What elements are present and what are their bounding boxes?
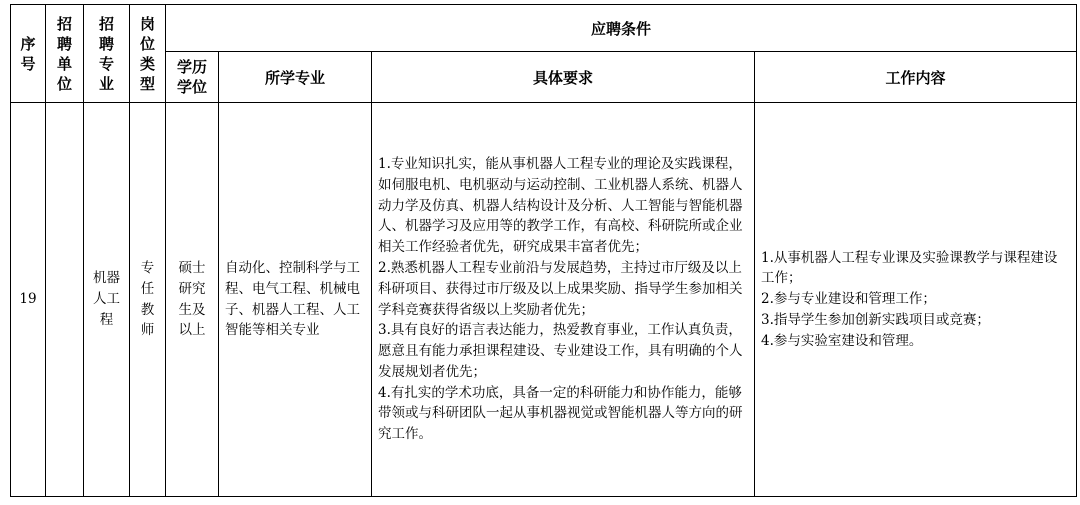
cell-unit — [46, 103, 84, 497]
table-row — [11, 103, 1077, 497]
header-seq: 序 号 — [11, 5, 46, 103]
work-item-4: 4.参与实验室建设和管理。 — [761, 332, 923, 349]
header-field: 所学专业 — [219, 52, 372, 103]
work-item-3: 3.指导学生参加创新实践项目或竞赛； — [761, 311, 990, 328]
header-conditions: 应聘条件 — [166, 5, 1077, 52]
recruitment-table-wrapper — [10, 4, 1077, 497]
header-major: 招 聘 专 业 — [84, 5, 130, 103]
cell-post-type: 专 任 教 师 — [130, 103, 166, 497]
requirement-item-4: 4.有扎实的学术功底，具备一定的科研能力和协作能力，能够带领或与科研团队一起从事机器视觉或智能机器人等方向的研究工作。 — [378, 384, 743, 443]
header-requirements: 具体要求 — [372, 52, 755, 103]
requirement-item-1: 1.专业知识扎实，能从事机器人工程专业的理论及实践课程，如伺服电机、电机驱动与运动控制、工业机器人系统、机器人动力学及仿真、机器人结构设计及分析、人工智能与智能机器人、机器学习及应用等的教学工作，有高校、科研院所或企业相关工作经验者优先，研究成果丰富者优先； — [378, 155, 743, 256]
requirement-item-2: 2.熟悉机器人工程专业前沿与发展趋势，主持过市厅级及以上科研项目、获得过市厅级及以上成果奖励、指导学生参加相关学科竞赛获得省级以上奖励者优先； — [378, 259, 743, 318]
field-text: 自动化、控制科学与工程、电气工程、机械电子、机器人工程、人工智能等相关专业 — [225, 259, 360, 339]
header-unit: 招 聘 单 位 — [46, 5, 84, 103]
cell-field — [219, 103, 372, 497]
work-item-2: 2.参与专业建设和管理工作； — [761, 291, 936, 308]
cell-degree: 硕士 研究 生及 以上 — [166, 103, 219, 497]
header-work: 工作内容 — [755, 52, 1077, 103]
cell-seq: 19 — [11, 103, 46, 497]
header-post-type: 岗 位 类 型 — [130, 5, 166, 103]
cell-work — [755, 103, 1077, 497]
recruitment-table — [10, 4, 1077, 497]
header-row-main — [11, 5, 1077, 52]
header-row-sub — [11, 52, 1077, 103]
work-item-1: 1.从事机器人工程专业课及实验课教学与课程建设工作； — [761, 249, 1058, 287]
requirement-item-3: 3.具有良好的语言表达能力，热爱教育事业，工作认真负责，愿意且有能力承担课程建设、专业建设工作，具有明确的个人发展规划者优先； — [378, 322, 743, 380]
cell-requirements — [372, 103, 755, 497]
header-degree: 学历 学位 — [166, 52, 219, 103]
cell-major: 机器 人工 程 — [84, 103, 130, 497]
